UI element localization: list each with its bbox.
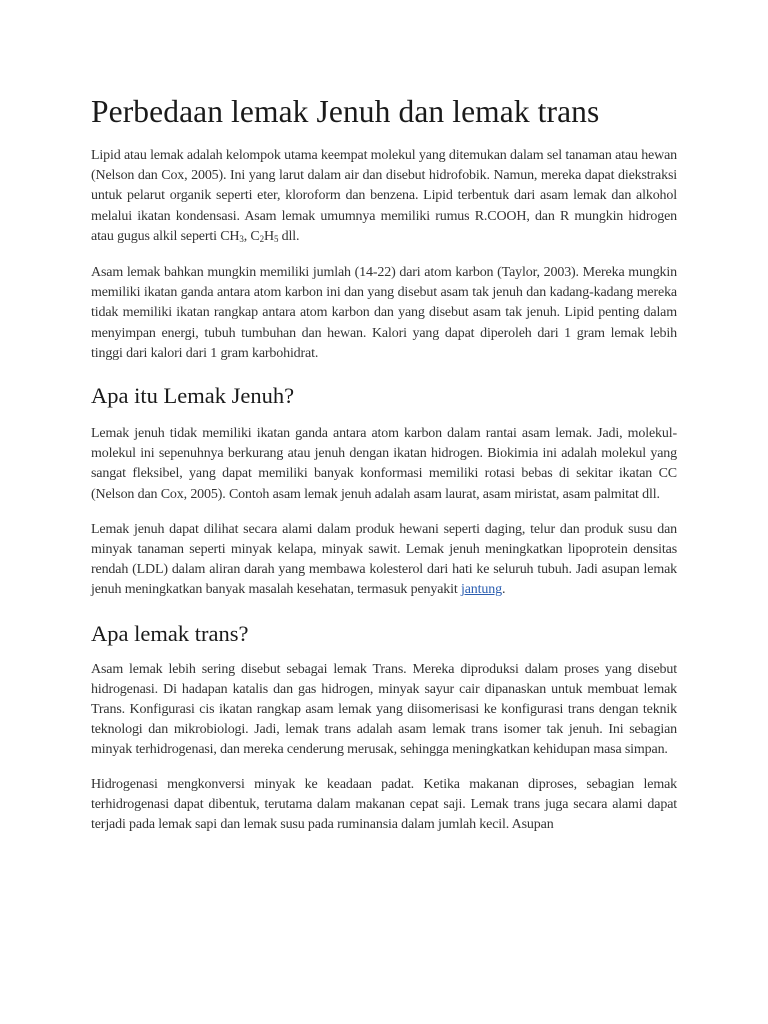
paragraph-fatty-acids: Asam lemak bahkan mungkin memiliki jumlah (14-22) dari atom karbon (Taylor, 2003). Mereka mungkin memiliki ikatan ganda antara atom karbon ini dan yang disebut asam tak jenuh dan kadang-kadang mereka tidak memiliki ikatan rangkap antara atom karbon dan yang disebut asam tak jenuh. Lipid penting dalam menyimpan energi, tubuh tumbuhan dan hewan. Kalori yang dapat diperoleh dari 1 gram lemak lebih tinggi dari kalori dari 1 gram karbohidrat. [91, 265, 677, 361]
subscript: 3 [239, 233, 244, 244]
subscript: 2 [259, 233, 264, 244]
paragraph-saturated-definition: Lemak jenuh tidak memiliki ikatan ganda antara atom karbon dalam rantai asam lemak. Jadi, molekul-molekul ini sepenuhnya berkurang atau jenuh dengan ikatan hidrogen. Biokimia ini adalah molekul yang sangat fleksibel, yang dapat memiliki banyak konformasi memiliki rotasi bebas di sekitar ikatan CC (Nelson dan Cox, 2005). Contoh asam lemak jenuh adalah asam laurat, asam miristat, asam palmitat dll. [91, 426, 677, 502]
paragraph-trans-definition: Asam lemak lebih sering disebut sebagai lemak Trans. Mereka diproduksi dalam proses yang disebut hidrogenasi. Di hadapan katalis dan gas hidrogen, minyak sayur cair dipanaskan untuk membuat lemak Trans. Konfigurasi cis ikatan rangkap asam lemak yang diisomerisasi ke konfigurasi trans dengan teknik teknologi dan mikrobiologi. Jadi, lemak trans adalah asam lemak trans isomer tak jenuh. Ini sebagian minyak terhidrogenasi, dan mereka cenderung merusak, sehingga meningkatkan kehidupan masa simpan. [91, 661, 677, 758]
paragraph-hydrogenation: Hidrogenasi mengkonversi minyak ke keadaan padat. Ketika makanan diproses, sebagian lemak terhidrogenasi dapat dibentuk, terutama dalam makanan cepat saji. Lemak trans juga secara alami dapat terjadi pada lemak sapi dan lemak susu pada ruminansia dalam jumlah kecil. Asupan [91, 776, 677, 833]
subscript: 5 [273, 233, 279, 244]
paragraph-saturated-sources-text: Lemak jenuh dapat dilihat secara alami dalam produk hewani seperti daging, telur dan produk susu dan minyak tanaman seperti minyak kelapa, minyak sawit. Lemak jenuh meningkatkan lipoprotein densitas rendah (LDL) dalam aliran darah yang membawa kolesterol dari hati ke seluruh tubuh. Jadi asupan lemak jenuh meningkatkan banyak masalah kesehatan, termasuk penyakit [91, 521, 677, 598]
section-heading-saturated-fat: Apa itu Lemak Jenuh? [91, 383, 295, 409]
text-fragment: . [501, 582, 506, 598]
paragraph-intro-text: Lipid atau lemak adalah kelompok utama keempat molekul yang ditemukan dalam sel tanaman atau hewan (Nelson dan Cox, 2005). Ini yang larut dalam air dan disebut hidrofobik. Namun, mereka dapat diekstraksi untuk pelarut organik seperti eter, kloroform dan benzena. Lipid terbentuk dari asam lemak dan alkohol melalui ikatan kondensasi. Asam lemak umumnya memiliki rumus R.COOH, dan R mungkin hidrogen atau gugus alkil seperti CH [91, 148, 677, 244]
text-fragment: , C [243, 228, 260, 244]
text-fragment: H [263, 228, 274, 244]
paragraph-saturated-sources [91, 520, 677, 601]
page-title: Perbedaan lemak Jenuh dan lemak trans [91, 94, 600, 129]
text-fragment: dll. [278, 228, 300, 244]
paragraph-intro [91, 146, 677, 247]
section-heading-trans-fat: Apa lemak trans? [91, 620, 249, 646]
jantung-link[interactable]: jantung [460, 582, 502, 598]
